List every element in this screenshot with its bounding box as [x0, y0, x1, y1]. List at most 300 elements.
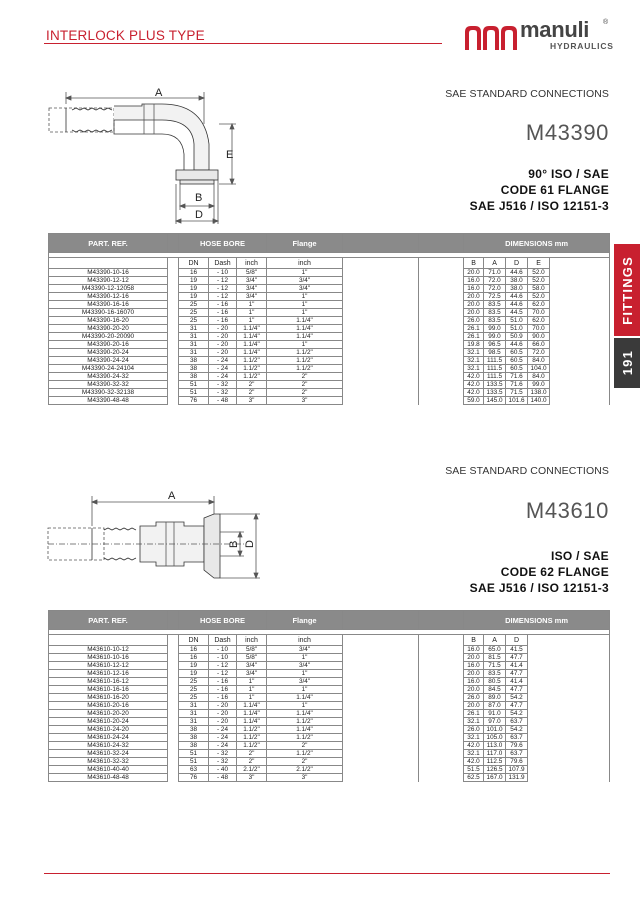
spacer-cell — [528, 654, 610, 662]
table2-head-flange: Flange — [267, 611, 343, 630]
spacer-cell — [168, 646, 179, 654]
table-cell: M43610-32-24 — [49, 750, 168, 758]
spacer-cell — [168, 710, 179, 718]
table-cell: 41.5 — [506, 646, 528, 654]
table-cell: 66.0 — [528, 341, 550, 349]
table-cell: - 20 — [209, 710, 237, 718]
table-cell: 20.0 — [464, 269, 484, 277]
table-cell: 16.0 — [464, 285, 484, 293]
spacer-cell — [528, 694, 610, 702]
table-cell: 101.0 — [484, 726, 506, 734]
spacer-cell — [168, 317, 179, 325]
spacer-cell — [419, 341, 464, 349]
spacer-cell — [343, 373, 419, 381]
spacer-cell — [343, 742, 419, 750]
table-cell: 1.1/2" — [237, 734, 267, 742]
table-cell: 31 — [179, 718, 209, 726]
table-cell: 1.1/2" — [267, 734, 343, 742]
table-cell: 80.5 — [484, 678, 506, 686]
table-cell: 83.5 — [484, 670, 506, 678]
spacer-cell — [343, 766, 419, 774]
table-cell: 25 — [179, 686, 209, 694]
table-cell: 42.0 — [464, 389, 484, 397]
spacer-cell — [343, 381, 419, 389]
spacer-cell — [550, 309, 610, 317]
spacer-cell — [419, 309, 464, 317]
table-cell: M43610-12-16 — [49, 670, 168, 678]
table-cell: M43390-20-24 — [49, 349, 168, 357]
brand-name: manuli — [520, 17, 590, 42]
spacer-cell — [550, 373, 610, 381]
table-cell: - 20 — [209, 325, 237, 333]
spacer-cell — [528, 718, 610, 726]
table-cell: M43390-24-24104 — [49, 365, 168, 373]
table-cell: 38 — [179, 726, 209, 734]
spacer-cell — [343, 646, 419, 654]
spacer-cell — [419, 333, 464, 341]
table-cell: 42.0 — [464, 742, 484, 750]
spacer-cell — [550, 301, 610, 309]
spacer-cell — [419, 750, 464, 758]
table-cell: 89.0 — [484, 694, 506, 702]
table-cell: - 24 — [209, 734, 237, 742]
spacer-cell — [528, 686, 610, 694]
table-cell: 72.0 — [484, 285, 506, 293]
table-cell: 83.5 — [484, 317, 506, 325]
table-cell: M43610-24-32 — [49, 742, 168, 750]
table-row — [49, 389, 610, 397]
section2-dim-a: A — [168, 490, 176, 502]
table-row — [49, 325, 610, 333]
table-cell: 42.0 — [464, 373, 484, 381]
section1-spec-line2: CODE 61 FLANGE — [500, 183, 609, 197]
header-rule — [44, 43, 442, 44]
table-cell: 2" — [237, 381, 267, 389]
table-cell: 1.1/4" — [267, 726, 343, 734]
table-cell: M43390-20-20090 — [49, 333, 168, 341]
table-cell: 1.1/4" — [237, 341, 267, 349]
table-cell: 26.1 — [464, 333, 484, 341]
table-cell: 3/4" — [267, 277, 343, 285]
table-row — [49, 333, 610, 341]
table-cell: - 24 — [209, 365, 237, 373]
spacer-cell — [528, 742, 610, 750]
table-cell: 1.1/2" — [267, 718, 343, 726]
table-cell: 41.4 — [506, 662, 528, 670]
table2-head-dims: DIMENSIONS mm — [464, 611, 610, 630]
table-cell: 38.0 — [506, 277, 528, 285]
col-flange-inch: inch — [267, 258, 343, 269]
table-cell: - 32 — [209, 381, 237, 389]
section1-spec — [470, 166, 609, 214]
spacer-cell — [419, 758, 464, 766]
spacer-cell — [419, 277, 464, 285]
section1-model: M43390 — [525, 120, 609, 145]
section1-dim-e: E — [226, 149, 234, 161]
table-cell: 31 — [179, 325, 209, 333]
table-row — [49, 774, 610, 782]
table-cell: 26.0 — [464, 694, 484, 702]
table-row — [49, 341, 610, 349]
side-tab-fittings-label: FITTINGS — [619, 255, 635, 325]
side-tab-page-number — [614, 338, 640, 388]
table-cell: 31 — [179, 702, 209, 710]
spacer-cell — [168, 686, 179, 694]
table-cell: - 16 — [209, 686, 237, 694]
table-cell: 72.0 — [528, 349, 550, 357]
spacer-cell — [419, 646, 464, 654]
table-cell: 51 — [179, 750, 209, 758]
table-cell: 38.0 — [506, 285, 528, 293]
table-cell: - 12 — [209, 285, 237, 293]
table-cell: 3" — [237, 397, 267, 405]
spacer-cell — [419, 766, 464, 774]
section1-dim-a: A — [155, 87, 163, 99]
spacer-cell — [419, 357, 464, 365]
table-cell: 79.6 — [506, 758, 528, 766]
spacer-cell — [343, 397, 419, 405]
table-cell: 16.0 — [464, 662, 484, 670]
table-cell: 2.1/2" — [237, 766, 267, 774]
section1-dim-d: D — [195, 209, 203, 221]
table-cell: 96.5 — [484, 341, 506, 349]
spacer-cell — [528, 670, 610, 678]
table-cell: 38 — [179, 373, 209, 381]
table-cell: 107.9 — [506, 766, 528, 774]
table-cell: 20.0 — [464, 654, 484, 662]
spacer-cell — [528, 710, 610, 718]
table-cell: M43390-16-16 — [49, 301, 168, 309]
spacer-cell — [419, 734, 464, 742]
table-cell: M43390-20-16 — [49, 341, 168, 349]
spacer-cell — [168, 293, 179, 301]
table-cell: 20.0 — [464, 309, 484, 317]
section1-spec-line1: 90° ISO / SAE — [528, 167, 609, 181]
table-cell: 63.7 — [506, 718, 528, 726]
table-cell: 1" — [267, 702, 343, 710]
table-cell: 20.0 — [464, 702, 484, 710]
spacer-cell — [550, 293, 610, 301]
table-cell: 19 — [179, 662, 209, 670]
table-cell: 25 — [179, 317, 209, 325]
table-cell: 19 — [179, 285, 209, 293]
spacer-cell — [343, 702, 419, 710]
table-cell: 72.5 — [484, 293, 506, 301]
spacer-cell — [419, 325, 464, 333]
spacer-cell — [343, 389, 419, 397]
table-cell: - 24 — [209, 742, 237, 750]
table-cell: 31 — [179, 341, 209, 349]
table-cell: M43390-12-12 — [49, 277, 168, 285]
table-cell: 54.2 — [506, 710, 528, 718]
table-cell: 2" — [237, 389, 267, 397]
table2-head-part: PART. REF. — [49, 611, 168, 630]
table-cell: 111.5 — [484, 357, 506, 365]
spacer-cell — [168, 758, 179, 766]
spacer-cell — [343, 317, 419, 325]
table-cell: M43390-16-16070 — [49, 309, 168, 317]
table-cell: 70.0 — [528, 325, 550, 333]
table-cell: - 12 — [209, 662, 237, 670]
table-cell: 44.6 — [506, 293, 528, 301]
table-cell: 63 — [179, 766, 209, 774]
table-cell: 99.0 — [528, 381, 550, 389]
table-cell: 5/8" — [237, 646, 267, 654]
spacer-cell — [343, 750, 419, 758]
table-cell: - 16 — [209, 309, 237, 317]
spacer-cell — [419, 301, 464, 309]
table-cell: M43390-24-24 — [49, 357, 168, 365]
table-cell: 97.0 — [484, 718, 506, 726]
spacer-cell — [419, 662, 464, 670]
section2-table — [48, 610, 610, 782]
table-cell: M43610-16-16 — [49, 686, 168, 694]
spacer-cell — [419, 670, 464, 678]
table-cell: 25 — [179, 678, 209, 686]
table-cell: 2.1/2" — [267, 766, 343, 774]
table-cell: 84.5 — [484, 686, 506, 694]
table-cell: 1.1/2" — [237, 742, 267, 750]
table-cell: 71.5 — [506, 389, 528, 397]
table-cell: - 16 — [209, 694, 237, 702]
table-cell: 1" — [267, 654, 343, 662]
spacer-cell — [168, 766, 179, 774]
table-row — [49, 694, 610, 702]
table-cell: 111.5 — [484, 373, 506, 381]
table-row — [49, 766, 610, 774]
table-row — [49, 678, 610, 686]
table-row — [49, 734, 610, 742]
table-cell: 2" — [267, 742, 343, 750]
table-cell: M43610-16-20 — [49, 694, 168, 702]
spacer-cell — [343, 325, 419, 333]
table-cell: 63.7 — [506, 734, 528, 742]
spacer-cell — [168, 285, 179, 293]
spacer-cell — [168, 654, 179, 662]
table-cell: 112.5 — [484, 758, 506, 766]
table-cell: 38 — [179, 742, 209, 750]
spacer-cell — [528, 662, 610, 670]
table-cell: 111.5 — [484, 365, 506, 373]
table-row — [49, 718, 610, 726]
table-cell: 31 — [179, 333, 209, 341]
table-cell: 26.0 — [464, 317, 484, 325]
spacer-cell — [550, 397, 610, 405]
table-cell: 47.7 — [506, 670, 528, 678]
table-cell: 99.0 — [484, 333, 506, 341]
table-cell: 133.5 — [484, 389, 506, 397]
table-row — [49, 710, 610, 718]
table-cell: 38 — [179, 365, 209, 373]
spacer-cell — [419, 654, 464, 662]
spacer-cell — [419, 678, 464, 686]
spacer-cell — [343, 269, 419, 277]
table-cell: - 16 — [209, 301, 237, 309]
table-cell: 44.6 — [506, 269, 528, 277]
col-e: E — [528, 258, 550, 269]
table-cell: 71.0 — [484, 269, 506, 277]
table-cell: M43610-24-20 — [49, 726, 168, 734]
spacer-cell — [550, 341, 610, 349]
table-cell: 2" — [267, 381, 343, 389]
table-cell: 16.0 — [464, 678, 484, 686]
table-cell: 105.0 — [484, 734, 506, 742]
col2-flange-inch: inch — [267, 635, 343, 646]
spacer-cell — [419, 702, 464, 710]
section2-model: M43610 — [525, 498, 609, 523]
table-cell: 31 — [179, 710, 209, 718]
table-cell: 62.5 — [464, 774, 484, 782]
table-cell: M43610-48-48 — [49, 774, 168, 782]
spacer-cell — [419, 317, 464, 325]
spacer-cell — [168, 774, 179, 782]
table-cell: 1" — [267, 686, 343, 694]
table-row — [49, 365, 610, 373]
table-cell: 3/4" — [237, 285, 267, 293]
section1-dim-b: B — [195, 192, 203, 204]
table-cell: M43610-12-12 — [49, 662, 168, 670]
table-cell: 2" — [267, 389, 343, 397]
spacer-cell — [343, 365, 419, 373]
table-cell: - 20 — [209, 349, 237, 357]
table-row — [49, 381, 610, 389]
table-cell: 71.6 — [506, 381, 528, 389]
table2-head-bore: HOSE BORE — [179, 611, 267, 630]
spacer-cell — [419, 742, 464, 750]
table-cell: 1.1/4" — [267, 333, 343, 341]
spacer-cell — [168, 694, 179, 702]
table-cell: 32.1 — [464, 349, 484, 357]
page-number: 191 — [619, 350, 635, 376]
table-cell: 32.1 — [464, 750, 484, 758]
spacer-cell — [168, 381, 179, 389]
table-cell: 1" — [237, 694, 267, 702]
table-row — [49, 373, 610, 381]
section2-label: SAE STANDARD CONNECTIONS — [445, 465, 609, 477]
table-cell: 1" — [267, 301, 343, 309]
section1-spec-line3: SAE J516 / ISO 12151-3 — [469, 199, 609, 213]
section2-dim-d: D — [244, 540, 256, 548]
table-cell: 52.0 — [528, 269, 550, 277]
table-row — [49, 317, 610, 325]
table-cell: 138.0 — [528, 389, 550, 397]
table-cell: 3/4" — [237, 293, 267, 301]
spacer-cell — [528, 702, 610, 710]
table-cell: 3" — [237, 774, 267, 782]
table-cell: 113.0 — [484, 742, 506, 750]
col-b: B — [464, 258, 484, 269]
spacer-cell — [550, 269, 610, 277]
table-cell: 126.5 — [484, 766, 506, 774]
spacer-cell — [343, 654, 419, 662]
col-dn: DN — [179, 258, 209, 269]
table-cell: 87.0 — [484, 702, 506, 710]
table-cell: 20.0 — [464, 670, 484, 678]
straight-fitting-drawing — [44, 486, 274, 586]
spacer-cell — [343, 285, 419, 293]
table-cell: - 10 — [209, 654, 237, 662]
table-cell: 117.0 — [484, 750, 506, 758]
table-cell: 83.5 — [484, 301, 506, 309]
table-cell: 16.0 — [464, 646, 484, 654]
table-row — [49, 269, 610, 277]
table-row — [49, 742, 610, 750]
table-cell: 38 — [179, 734, 209, 742]
table-cell: 19 — [179, 277, 209, 285]
table-cell: - 16 — [209, 317, 237, 325]
table-cell: 54.2 — [506, 694, 528, 702]
spacer-cell — [343, 357, 419, 365]
table-cell: 83.5 — [484, 309, 506, 317]
table-cell: - 10 — [209, 646, 237, 654]
table-cell: 44.5 — [506, 309, 528, 317]
table-cell: 3" — [267, 774, 343, 782]
table-cell: M43610-20-20 — [49, 710, 168, 718]
spacer-cell — [419, 373, 464, 381]
table-row — [49, 285, 610, 293]
table-cell: M43610-20-16 — [49, 702, 168, 710]
spacer-cell — [528, 678, 610, 686]
table-cell: 62.0 — [528, 317, 550, 325]
table-cell: 72.0 — [484, 277, 506, 285]
table-cell: 79.6 — [506, 742, 528, 750]
table-cell: 140.0 — [528, 397, 550, 405]
table-cell: - 32 — [209, 750, 237, 758]
table-head-bore: HOSE BORE — [179, 234, 267, 253]
table-cell: - 20 — [209, 333, 237, 341]
spacer-cell — [343, 694, 419, 702]
table-cell: 1.1/2" — [237, 726, 267, 734]
spacer-cell — [419, 381, 464, 389]
section2-spec-line1: ISO / SAE — [550, 549, 609, 563]
table-cell: - 10 — [209, 269, 237, 277]
table-row — [49, 301, 610, 309]
table-cell: 1.1/4" — [267, 694, 343, 702]
table-cell: 16 — [179, 654, 209, 662]
spacer-cell — [419, 726, 464, 734]
table-row — [49, 670, 610, 678]
brand-sub: HYDRAULICS — [550, 41, 614, 51]
spacer-cell — [550, 357, 610, 365]
table-cell: 42.0 — [464, 758, 484, 766]
table-cell: 1.1/4" — [237, 718, 267, 726]
spacer-cell — [168, 397, 179, 405]
table-cell: 58.0 — [528, 285, 550, 293]
table-cell: 60.5 — [506, 357, 528, 365]
spacer-cell — [528, 750, 610, 758]
spacer-cell — [168, 718, 179, 726]
table-cell: 70.0 — [528, 309, 550, 317]
spacer-cell — [550, 285, 610, 293]
table-cell: 19.8 — [464, 341, 484, 349]
spacer-cell — [528, 646, 610, 654]
section2-spec — [470, 548, 609, 596]
table-cell: 3" — [267, 397, 343, 405]
table-cell: 145.0 — [484, 397, 506, 405]
table-cell: 1.1/2" — [267, 357, 343, 365]
table-cell: 1" — [237, 678, 267, 686]
spacer-cell — [168, 750, 179, 758]
spacer-cell — [343, 341, 419, 349]
table-cell: 2" — [237, 750, 267, 758]
spacer-cell — [343, 662, 419, 670]
spacer-cell — [343, 678, 419, 686]
section1-table — [48, 233, 610, 405]
table-cell: 19 — [179, 670, 209, 678]
table-row — [49, 726, 610, 734]
spacer-cell — [343, 726, 419, 734]
table-cell: 1" — [267, 309, 343, 317]
